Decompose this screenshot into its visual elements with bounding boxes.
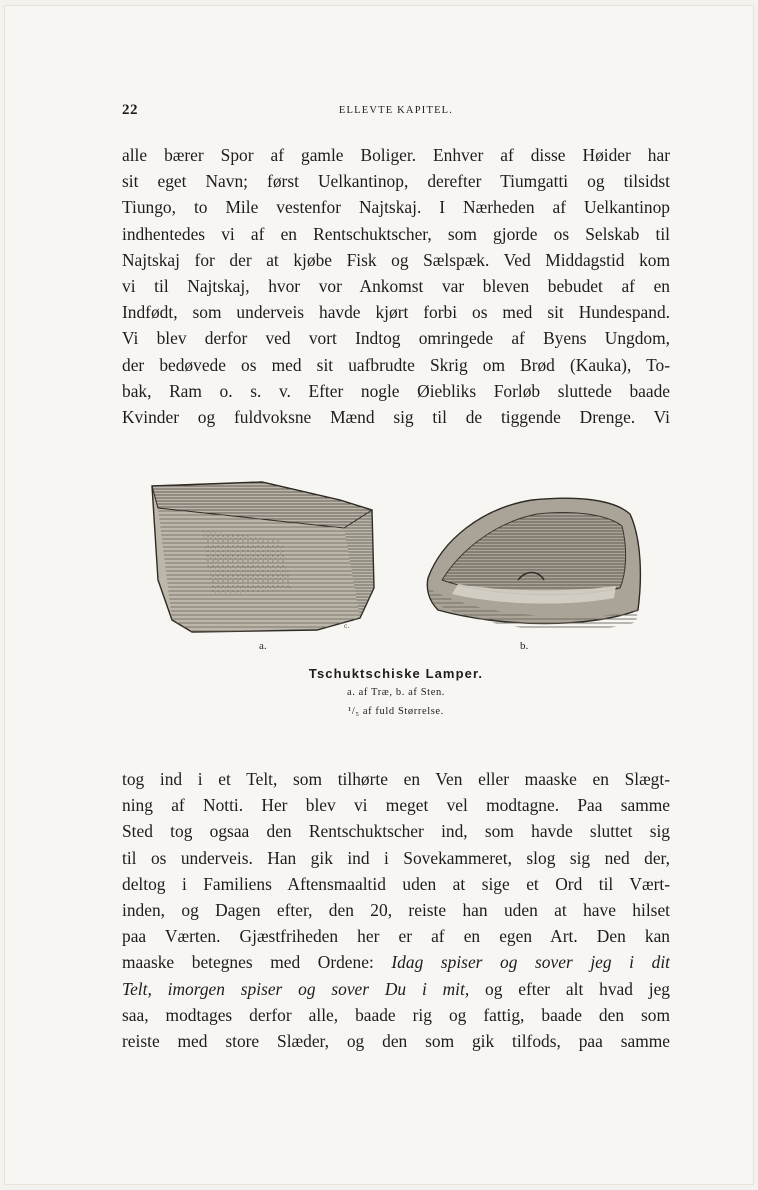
italic-quote: Idag spiser og sover jeg i dit: [391, 952, 670, 973]
figure-label-b: b.: [520, 640, 529, 652]
text-line: bak, Ram o. s. v. Efter nogle Øiebliks Forløb sluttede baade: [122, 380, 670, 401]
engraver-mark: c.: [344, 623, 350, 630]
text-line: der bedøvede os med sit uafbrudte Skrig om Brød (Kauka), To-: [122, 354, 670, 375]
page-header: [122, 102, 670, 124]
text-line: deltog i Familiens Aftensmaaltid uden at sige et Ord til Vært-: [122, 873, 670, 894]
text-line: tog ind i et Telt, som tilhørte en Ven eller maaske en Slægt-: [122, 769, 670, 789]
text-line: reiste med store Slæder, og den som gik tilfods, paa samme: [122, 1030, 670, 1051]
lamp-figure: [122, 470, 670, 730]
text-line: sit eget Navn; først Uelkantinop, derefter Tiumgatti og tilsidst: [122, 171, 670, 192]
text-line: indhentedes vi af en Rentschuktscher, som gjorde os Selskab til: [122, 223, 670, 244]
text-line: alle bærer Spor af gamle Boliger. Enhver af disse Høider har: [122, 145, 670, 165]
figure-caption-title: Tschuktschiske Lamper.: [308, 666, 484, 681]
top-paragraph: [122, 142, 670, 430]
text-line: saa, modtages derfor alle, baade rig og fattig, baade den som: [122, 1004, 670, 1025]
text-line: Tiungo, to Mile vestenfor Najtskaj. I Nærheden af Uelkantinop: [122, 197, 670, 218]
text-line: Najtskaj for der at kjøbe Fisk og Sælspæk. Ved Middagstid kom: [122, 249, 670, 270]
text-line: vi til Najtskaj, hvor vor Ankomst var bleven bebudet af en: [122, 275, 670, 296]
text-line: Kvinder og fuldvoksne Mænd sig til de tiggende Drenge. Vi: [122, 406, 670, 427]
figure-caption-materials: a. af Træ, b. af Sten.: [346, 687, 446, 698]
figure-label-a: a.: [259, 640, 267, 652]
text-line: til os underveis. Han gik ind i Sovekammeret, slog sig ned der,: [122, 847, 670, 868]
running-head: ELLEVTE KAPITEL.: [338, 105, 454, 116]
lamp-illustration: [122, 470, 670, 660]
text-line: [122, 949, 670, 975]
italic-quote: Telt, imorgen spiser og sover Du i mit,: [122, 978, 470, 999]
figure-caption-scale: ¹/₅ af fuld Størrelse.: [348, 706, 444, 717]
stone-lamp-drawing: [427, 498, 640, 630]
text-segment: maaske betegnes med Ordene:: [122, 952, 392, 973]
text-line: [122, 976, 670, 1002]
text-line: Vi blev derfor ved vort Indtog omringede af Byens Ungdom,: [122, 328, 670, 349]
text-line: ning af Notti. Her blev vi meget vel modtagne. Paa samme: [122, 795, 670, 816]
wooden-lamp-drawing: [152, 482, 374, 632]
text-line: Sted tog ogsaa den Rentschuktscher ind, som havde sluttet sig: [122, 821, 670, 842]
text-line: Indfødt, som underveis havde kjørt forbi os med sit Hundespand.: [122, 302, 670, 323]
text-segment: og efter alt hvad jeg: [469, 978, 670, 999]
page-number: 22: [122, 102, 138, 118]
text-line: paa Værten. Gjæstfriheden her er af en egen Art. Den kan: [122, 926, 670, 947]
bottom-paragraph: [122, 766, 670, 1054]
text-line: inden, og Dagen efter, den 20, reiste han uden at have hilset: [122, 899, 670, 920]
